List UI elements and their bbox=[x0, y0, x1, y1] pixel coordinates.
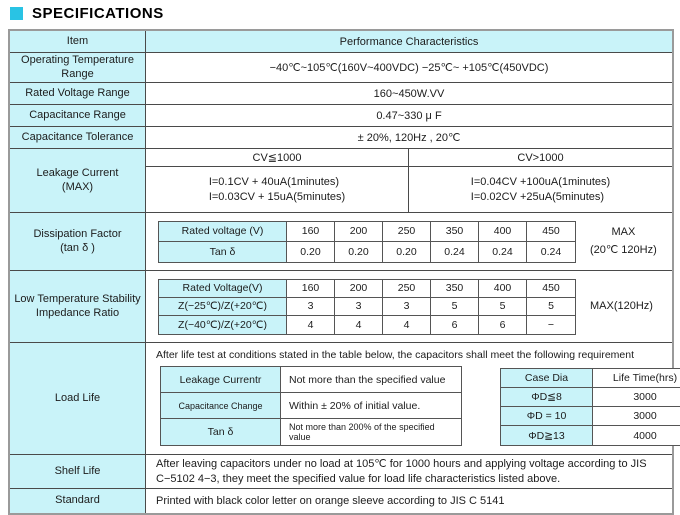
page-title bbox=[10, 5, 164, 22]
impedance-row-label: Z(−40℃)/Z(+20℃) bbox=[159, 316, 287, 334]
lifetime-cell: 3000 bbox=[593, 407, 680, 426]
tan-delta-value: 0.20 bbox=[383, 242, 431, 262]
row-value: 0.47~330 μ F bbox=[376, 109, 442, 122]
impedance-value: 5 bbox=[431, 298, 479, 316]
row-standard bbox=[10, 489, 672, 513]
criteria-value: Not more than the specified value bbox=[281, 367, 461, 393]
impedance-value: 4 bbox=[383, 316, 431, 334]
leakage-col-cv-low bbox=[146, 149, 409, 212]
row-capacitance-tolerance bbox=[10, 127, 672, 149]
lifetime-header: Life Time(hrs) bbox=[593, 369, 680, 388]
header-performance: Performance Characteristics bbox=[146, 31, 672, 52]
row-value: −40℃~105℃(160V~400VDC) −25℃~ +105℃(450VDC) bbox=[269, 62, 549, 74]
page-title-text: SPECIFICATIONS bbox=[32, 5, 164, 22]
tan-delta-value: 0.20 bbox=[335, 242, 383, 262]
voltage-cell: 250 bbox=[383, 280, 431, 298]
criteria-value: Within ± 20% of initial value. bbox=[281, 393, 461, 419]
voltage-cell: 160 bbox=[287, 280, 335, 298]
row-label: Low Temperature Stability Impedance Ratio bbox=[10, 271, 146, 342]
row-capacitance-range bbox=[10, 105, 672, 127]
impedance-value: 3 bbox=[335, 298, 383, 316]
impedance-value: 6 bbox=[431, 316, 479, 334]
impedance-value: − bbox=[547, 318, 555, 331]
specifications-table bbox=[8, 29, 678, 515]
row-label: Shelf Life bbox=[10, 455, 146, 488]
voltage-cell: 400 bbox=[479, 280, 527, 298]
standard-text: Printed with black color letter on orange sleeve according to JIS C 5141 bbox=[156, 494, 505, 507]
dissipation-table bbox=[158, 221, 576, 263]
voltage-cell: 350 bbox=[431, 280, 479, 298]
row-label: Capacitance Tolerance bbox=[10, 127, 146, 148]
leakage-formulas: I=0.04CV +100uA(1minutes) I=0.02CV +25uA(5minutes) bbox=[470, 175, 611, 203]
cyan-square-icon bbox=[10, 7, 23, 20]
impedance-value: 3 bbox=[383, 298, 431, 316]
impedance-value: 4 bbox=[287, 316, 335, 334]
row-label: Capacitance Range bbox=[10, 105, 146, 126]
lowtemp-note: MAX(120Hz) bbox=[590, 299, 653, 312]
voltage-cell: 200 bbox=[335, 222, 383, 242]
row-low-temperature-stability bbox=[10, 271, 672, 343]
impedance-value: 3 bbox=[287, 298, 335, 316]
leakage-col-header: CV>1000 bbox=[409, 149, 672, 167]
row-label: Load Life bbox=[10, 343, 146, 454]
criteria-label: Capacitance Change bbox=[161, 393, 281, 419]
dissipation-header: Rated voltage (V) bbox=[159, 222, 287, 242]
voltage-cell: 350 bbox=[431, 222, 479, 242]
row-operating-temperature-range bbox=[10, 53, 672, 83]
header-item: Item bbox=[10, 31, 146, 52]
criteria-label: Tan δ bbox=[161, 419, 281, 445]
loadlife-criteria-table bbox=[160, 366, 462, 446]
row-leakage-current bbox=[10, 149, 672, 213]
row-label: Dissipation Factor (tan δ ) bbox=[10, 213, 146, 270]
voltage-cell: 450 bbox=[527, 280, 575, 298]
loadlife-intro: After life test at conditions stated in the table below, the capacitors shall meet the following requirement bbox=[156, 349, 635, 361]
voltage-cell: 400 bbox=[479, 222, 527, 242]
row-label: Operating Temperature Range bbox=[10, 53, 146, 82]
casedia-cell: ΦD≧13 bbox=[501, 426, 593, 445]
leakage-col-cv-high bbox=[409, 149, 672, 212]
impedance-value: 5 bbox=[479, 298, 527, 316]
impedance-value: 5 bbox=[527, 298, 575, 316]
criteria-value: Not more than 200% of the specified value bbox=[289, 422, 435, 442]
criteria-label: Leakage Currentr bbox=[161, 367, 281, 393]
row-dissipation-factor bbox=[10, 213, 672, 271]
row-label: Leakage Current (MAX) bbox=[10, 149, 146, 212]
lifetime-cell: 4000 bbox=[633, 429, 657, 442]
voltage-cell: 450 bbox=[527, 222, 575, 242]
tan-delta-label: Tan δ bbox=[159, 242, 287, 262]
shelf-life-text: After leaving capacitors under no load at 105℃ for 1000 hours and applying voltage according to JIS C−5102 4−3, they meet the specified value for load life characteristics listed above. bbox=[156, 458, 647, 485]
leakage-formulas: I=0.1CV + 40uA(1minutes) I=0.03CV + 15uA(5minutes) bbox=[208, 175, 346, 203]
tan-delta-value: 0.20 bbox=[287, 242, 335, 262]
casedia-header: Case Dia bbox=[501, 369, 593, 388]
row-value: 160~450W.VV bbox=[373, 87, 445, 100]
row-label: Rated Voltage Range bbox=[10, 83, 146, 104]
dissipation-note: MAX (20℃ 120Hz) bbox=[590, 225, 657, 256]
row-label: Standard bbox=[10, 489, 146, 513]
voltage-cell: 160 bbox=[287, 222, 335, 242]
leakage-col-header: CV≦1000 bbox=[146, 149, 408, 167]
voltage-cell: 200 bbox=[335, 280, 383, 298]
table-header-row bbox=[10, 31, 672, 53]
row-value: ± 20%, 120Hz , 20℃ bbox=[357, 132, 461, 144]
tan-delta-value: 0.24 bbox=[479, 242, 527, 262]
row-load-life bbox=[10, 343, 678, 455]
impedance-value: 6 bbox=[479, 316, 527, 334]
row-shelf-life bbox=[10, 455, 672, 489]
tan-delta-value: 0.24 bbox=[431, 242, 479, 262]
tan-delta-value: 0.24 bbox=[540, 245, 562, 258]
impedance-value: 4 bbox=[335, 316, 383, 334]
impedance-row-label: Z(−25℃)/Z(+20℃) bbox=[159, 298, 287, 316]
lifetime-cell: 3000 bbox=[593, 388, 680, 407]
lowtemp-table bbox=[158, 279, 576, 335]
voltage-cell: 250 bbox=[383, 222, 431, 242]
casedia-cell: ΦD = 10 bbox=[501, 407, 593, 426]
casedia-cell: ΦD≦8 bbox=[501, 388, 593, 407]
row-rated-voltage-range bbox=[10, 83, 672, 105]
loadlife-casedia-table bbox=[500, 368, 680, 446]
lowtemp-header: Rated Voltage(V) bbox=[159, 280, 287, 298]
leakage-subtable bbox=[146, 149, 672, 212]
